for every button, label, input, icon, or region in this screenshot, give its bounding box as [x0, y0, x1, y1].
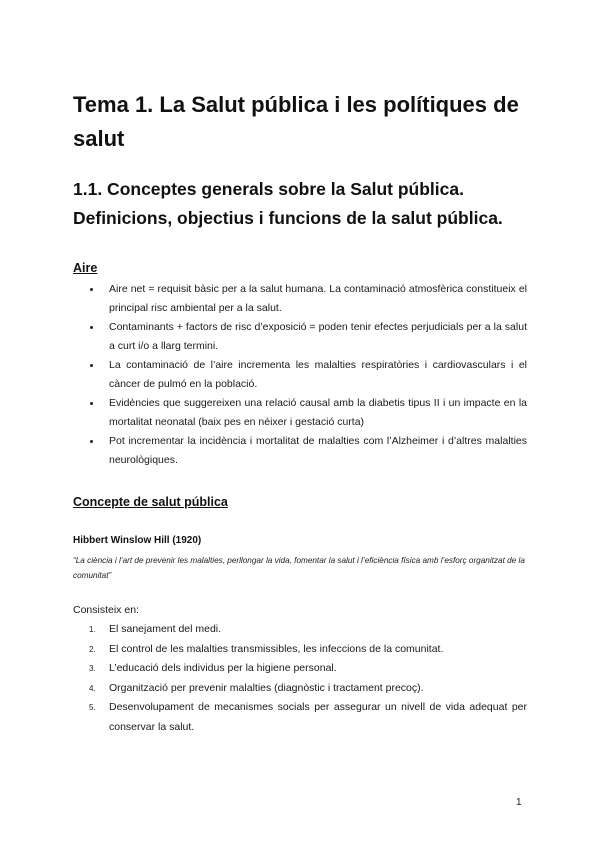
item-text: Organització per prevenir malalties (diagnòstic i tractament precoç).	[109, 681, 424, 694]
item-text: El sanejament del medi.	[109, 623, 222, 635]
page-number: 1	[516, 797, 522, 808]
item-number: 5.	[89, 703, 96, 712]
heading-concepte: Concepte de salut pública	[73, 495, 228, 509]
aire-bullet-list	[73, 280, 527, 470]
document-title: Tema 1. La Salut pública i les polítiques de salut	[73, 92, 519, 151]
heading-aire: Aire	[73, 261, 98, 275]
bullet-text: Pot incrementar la incidència i mortalitat de malalties com l’Alzheimer i d’altres malalties neurològiques.	[109, 435, 527, 466]
list-item	[73, 659, 527, 679]
list-item	[73, 698, 527, 737]
list-item	[73, 356, 527, 394]
bullet-text: La contaminació de l’aire incrementa les malalties respiratòries i cardiovasculars i el càncer de pulmó en la població.	[109, 359, 527, 390]
list-item	[73, 679, 527, 699]
bullet-icon	[90, 288, 93, 291]
item-text: L’educació dels individus per la higiene personal.	[109, 662, 337, 674]
item-number: 2.	[89, 644, 96, 654]
list-item	[73, 432, 527, 470]
item-number: 1.	[89, 625, 96, 634]
item-number: 3.	[89, 664, 96, 673]
list-item	[73, 318, 527, 356]
bullet-icon	[90, 326, 93, 329]
list-item	[73, 394, 527, 432]
quote-author: Hibbert Winslow Hill (1920)	[73, 535, 202, 546]
functions-numbered-list	[73, 620, 527, 737]
bullet-text: Contaminants + factors de risc d’exposició = poden tenir efectes perjudicials per a la salut a curt i/o a llarg termini.	[109, 321, 527, 352]
bullet-text: Aire net = requisit bàsic per a la salut humana. La contaminació atmosfèrica constitueix el principal risc ambiental per a la salut.	[109, 283, 527, 314]
bullet-icon	[90, 364, 93, 367]
section-subtitle: 1.1. Conceptes generals sobre la Salut pública. Definicions, objectius i funcions de la salut pública.	[73, 179, 503, 228]
definition-quote: “La ciència i l’art de prevenir les malalties, perllongar la vida, fomentar la salut i l’eficiència física amb l’esforç organitzat de la comunitat”	[73, 556, 525, 580]
item-number: 4.	[89, 683, 96, 693]
list-item	[73, 280, 527, 318]
list-intro: Consisteix en:	[73, 604, 139, 616]
bullet-icon	[90, 440, 93, 443]
list-item	[73, 640, 527, 660]
bullet-icon	[90, 402, 93, 405]
bullet-text: Evidències que suggereixen una relació causal amb la diabetis tipus II i un impacte en la mortalitat neonatal (baix pes en néixer i gestació curta)	[109, 397, 527, 428]
list-item	[73, 620, 527, 640]
item-text: Desenvolupament de mecanismes socials per assegurar un nivell de vida adequat per conservar la salut.	[109, 701, 527, 733]
item-text: El control de les malalties transmissibles, les infeccions de la comunitat.	[109, 642, 444, 655]
